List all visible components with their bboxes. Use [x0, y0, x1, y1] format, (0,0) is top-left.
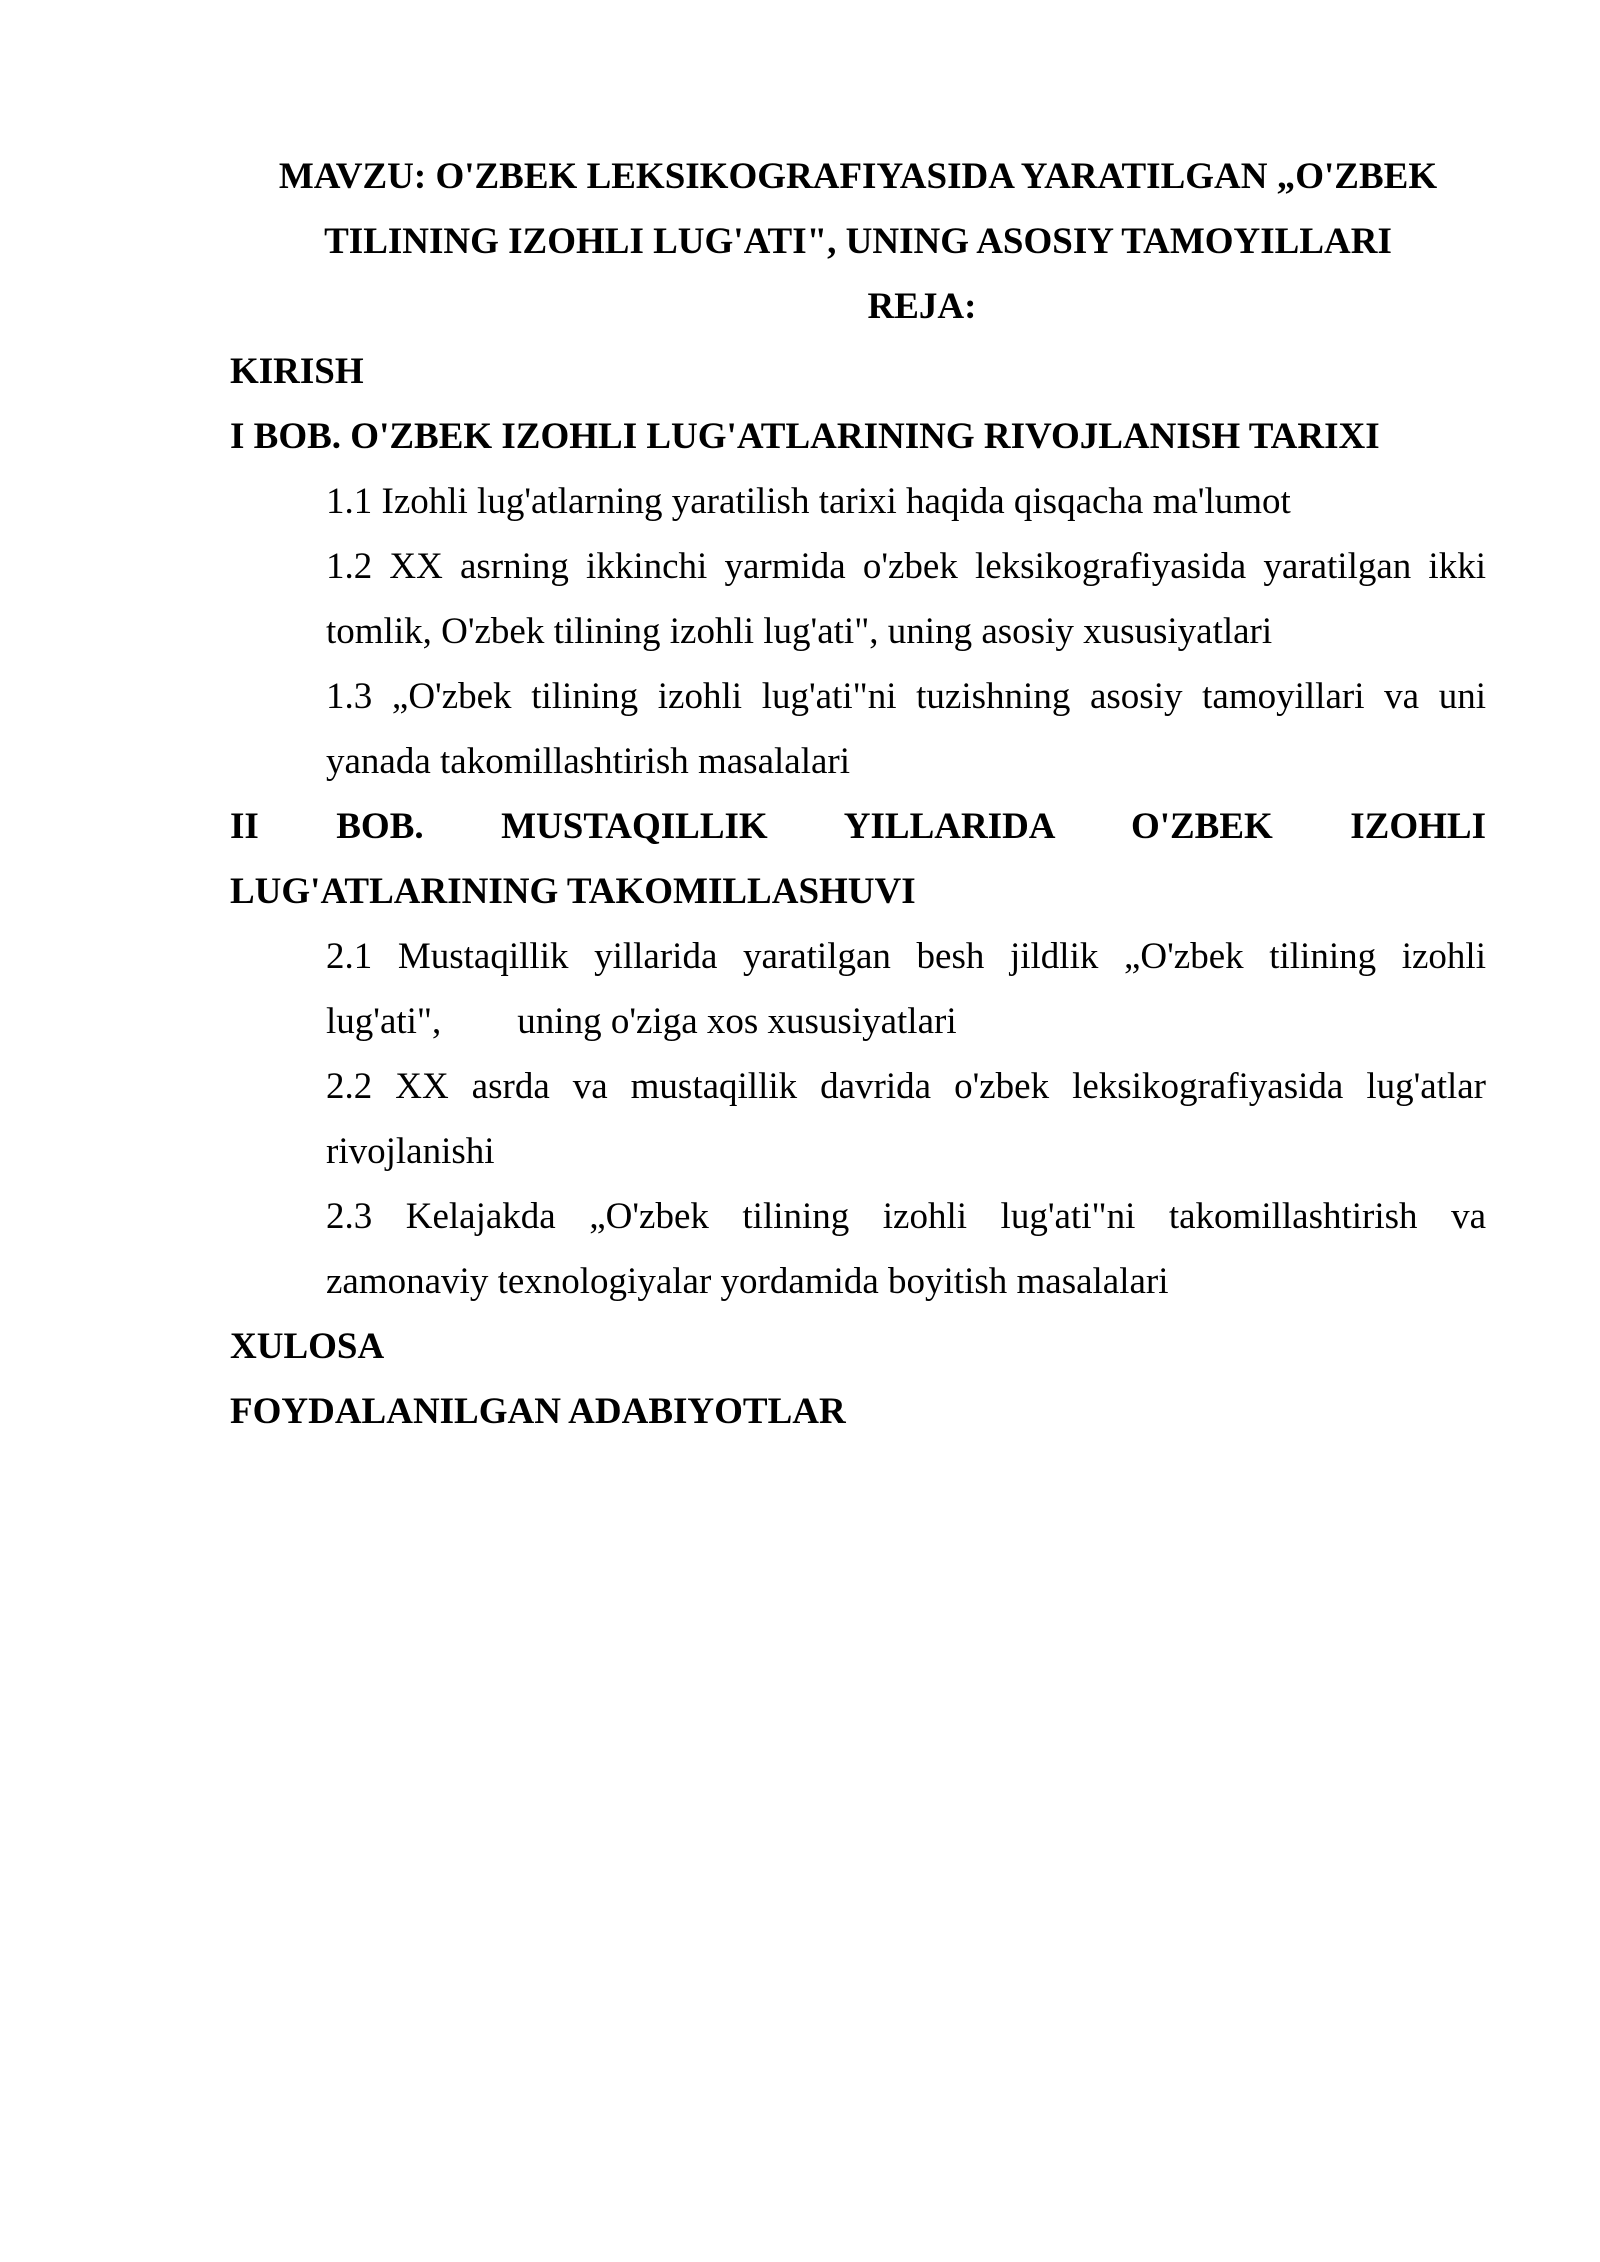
plan-label: REJA:	[867, 286, 977, 327]
item-line: 2.3 Kelajakda „O'zbek tilining izohli lug'ati"ni takomillashtirish va	[326, 1196, 1486, 1237]
title-line-1: MAVZU: O'ZBEK LEKSIKOGRAFIYASIDA YARATILGAN „O'ZBEK	[278, 156, 1438, 197]
item-line-2-end: uning o'ziga xos xususiyatlari	[517, 1001, 957, 1042]
item-line-2-start: lug'ati",	[326, 1001, 442, 1042]
chapter-2-item-3	[230, 1184, 1486, 1314]
item-line: 2.1 Mustaqillik yillarida yaratilgan besh jildlik „O'zbek tilining izohli	[326, 936, 1486, 977]
item-line-2	[230, 989, 1486, 1054]
item-line: zamonaviy texnologiyalar yordamida boyitish masalalari	[326, 1261, 1169, 1302]
item-line: 1.2 XX asrning ikkinchi yarmida o'zbek leksikografiyasida yaratilgan ikki	[326, 546, 1486, 587]
heading-line: LUG'ATLARINING TAKOMILLASHUVI	[230, 871, 916, 912]
item-line: 1.3 „O'zbek tilining izohli lug'ati"ni tuzishning asosiy tamoyillari va uni	[326, 676, 1486, 717]
references-heading: FOYDALANILGAN ADABIYOTLAR	[230, 1391, 846, 1432]
item-line: 2.2 XX asrda va mustaqillik davrida o'zbek leksikografiyasida lug'atlar	[326, 1066, 1486, 1107]
chapter-1-item-3	[230, 664, 1486, 794]
intro-heading: KIRISH	[230, 351, 364, 392]
chapter-2-item-2	[230, 1054, 1486, 1184]
item-line: rivojlanishi	[326, 1131, 495, 1172]
title-line-2: TILINING IZOHLI LUG'ATI", UNING ASOSIY TAMOYILLARI	[324, 221, 1392, 262]
item-line: yanada takomillashtirish masalalari	[326, 741, 850, 782]
item-line: 1.1 Izohli lug'atlarning yaratilish tarixi haqida qisqacha ma'lumot	[326, 481, 1291, 522]
chapter-1-item-1	[230, 469, 1486, 534]
chapter-1-heading: I BOB. O'ZBEK IZOHLI LUG'ATLARINING RIVOJLANISH TARIXI	[230, 416, 1380, 457]
document-content	[230, 144, 1486, 1444]
chapter-1-item-2	[230, 534, 1486, 664]
heading-line: II BOB. MUSTAQILLIK YILLARIDA O'ZBEK IZOHLI	[230, 806, 1486, 847]
document-title	[230, 144, 1486, 274]
item-line: tomlik, O'zbek tilining izohli lug'ati", uning asosiy xususiyatlari	[326, 611, 1273, 652]
chapter-2-item-1	[230, 924, 1486, 1054]
conclusion-heading: XULOSA	[230, 1326, 385, 1367]
chapter-2-heading	[230, 794, 1486, 924]
